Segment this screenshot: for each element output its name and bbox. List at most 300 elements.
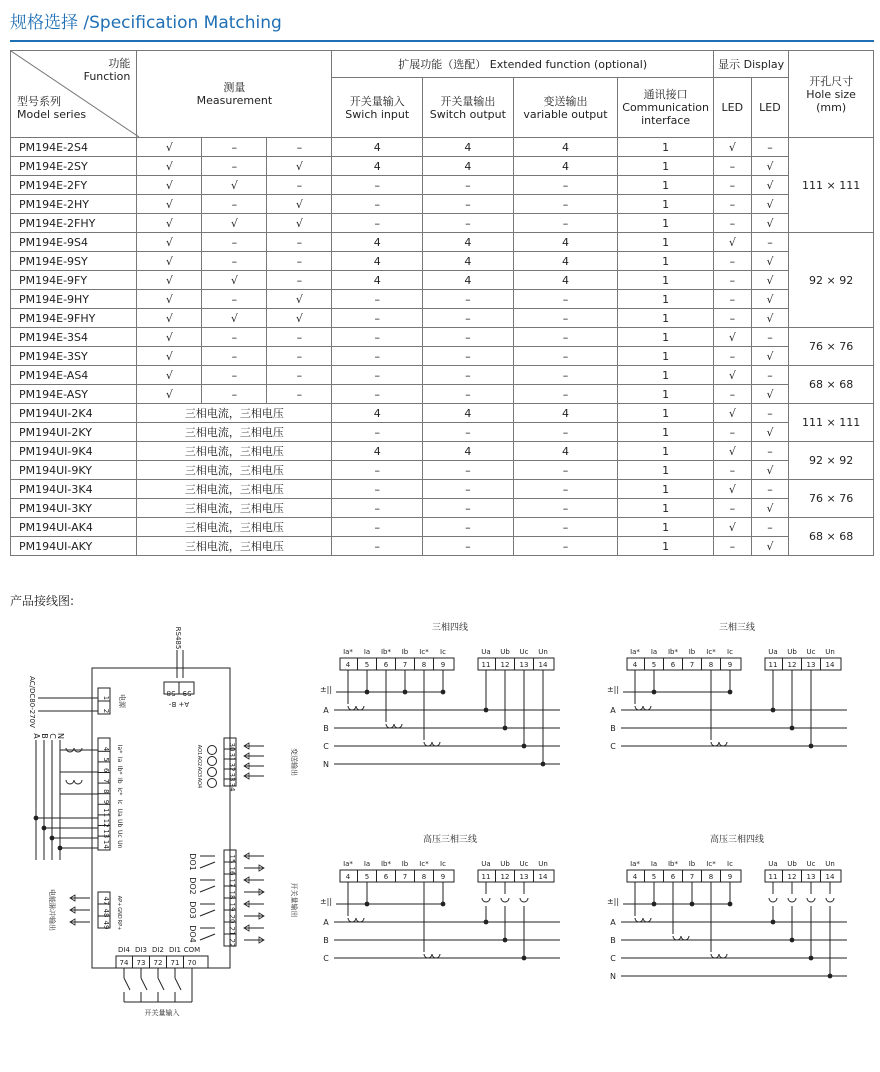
ground-symbol: ±|| xyxy=(319,685,333,694)
current-term: 5 xyxy=(651,661,657,669)
input-term: 14 xyxy=(102,839,110,849)
ct-coil xyxy=(348,706,364,710)
voltage-label: Uc xyxy=(519,860,529,868)
vo-cell: – xyxy=(513,461,618,480)
measurement-cell: 三相电流，三相电压 xyxy=(137,518,332,537)
so-cell: – xyxy=(423,366,514,385)
vo-cell: – xyxy=(513,290,618,309)
line-label: C xyxy=(48,733,57,739)
si-cell: – xyxy=(332,518,423,537)
table-row xyxy=(11,461,874,480)
model-cell: PM194UI-9K4 xyxy=(11,442,137,461)
d1-cell: – xyxy=(714,271,752,290)
measurement-cell: √ xyxy=(137,271,202,290)
di-name: DI2 xyxy=(152,946,164,954)
current-term: 6 xyxy=(670,661,676,669)
si-cell: – xyxy=(332,290,423,309)
do-contact xyxy=(200,910,215,916)
model-cell: PM194E-9SY xyxy=(11,252,137,271)
do-term: 21 xyxy=(228,926,236,936)
measurement-cell: √ xyxy=(202,214,267,233)
table-row xyxy=(11,176,874,195)
d1-cell: – xyxy=(714,537,752,556)
so-cell: 4 xyxy=(423,271,514,290)
voltage-label: Ub xyxy=(500,860,510,868)
line-label: B xyxy=(610,936,616,945)
header-hole-unit: (mm) xyxy=(816,100,847,114)
model-cell: PM194E-2FY xyxy=(11,176,137,195)
measurement-cell: √ xyxy=(202,309,267,328)
table-row xyxy=(11,233,874,252)
current-term: 6 xyxy=(383,873,389,881)
model-cell: PM194UI-9KY xyxy=(11,461,137,480)
d2-cell: √ xyxy=(751,252,789,271)
current-label: Ic xyxy=(727,648,733,656)
so-cell: – xyxy=(423,518,514,537)
junction-dot xyxy=(34,816,39,821)
measurement-cell: – xyxy=(202,233,267,252)
model-cell: PM194E-AS4 xyxy=(11,366,137,385)
current-label: Ia xyxy=(363,648,371,656)
so-cell: 4 xyxy=(423,157,514,176)
header-variable-output-cn: 变送输出 xyxy=(543,94,588,108)
ci-cell: 1 xyxy=(618,423,714,442)
do-contact xyxy=(200,862,215,868)
hole-size-cell: 76 × 76 xyxy=(789,328,874,366)
analog-sub: AO1 xyxy=(196,744,202,756)
table-row xyxy=(11,423,874,442)
model-cell: PM194UI-AK4 xyxy=(11,518,137,537)
si-cell: – xyxy=(332,480,423,499)
pt-coil xyxy=(807,898,815,902)
d2-cell: – xyxy=(751,518,789,537)
table-row xyxy=(11,385,874,404)
header-comm-en2: interface xyxy=(641,114,691,128)
line-label: B xyxy=(40,733,49,739)
voltage-term: 14 xyxy=(825,873,835,881)
current-label: Ia* xyxy=(630,648,640,656)
current-term: 9 xyxy=(440,661,446,669)
measurement-cell: √ xyxy=(137,233,202,252)
voltage-term: 13 xyxy=(806,873,816,881)
d1-cell: – xyxy=(714,499,752,518)
table-row xyxy=(11,404,874,423)
vo-cell: 4 xyxy=(513,252,618,271)
si-cell: – xyxy=(332,195,423,214)
current-term: 8 xyxy=(421,873,427,881)
current-label: Ia* xyxy=(343,860,353,868)
table-row xyxy=(11,138,874,157)
header-comm xyxy=(618,78,714,138)
measurement-cell: √ xyxy=(267,309,332,328)
input-label: Uc xyxy=(116,829,123,838)
measurement-cell: – xyxy=(267,328,332,347)
header-variable-output-en: variable output xyxy=(523,107,608,121)
analog-source xyxy=(208,768,217,777)
analog-term: 32 xyxy=(228,762,236,772)
si-cell: 4 xyxy=(332,404,423,423)
header-model-cn: 型号系列 xyxy=(17,95,61,108)
vo-cell: – xyxy=(513,385,618,404)
model-cell: PM194E-2S4 xyxy=(11,138,137,157)
measurement-cell: √ xyxy=(267,290,332,309)
current-label: Ib* xyxy=(380,648,392,656)
vo-cell: – xyxy=(513,423,618,442)
measurement-cell: – xyxy=(202,290,267,309)
measurement-cell: – xyxy=(267,366,332,385)
do-name: DO3 xyxy=(188,901,197,919)
current-term: 5 xyxy=(364,873,370,881)
voltage-label: Ua xyxy=(768,648,778,656)
voltage-label: Un xyxy=(825,648,835,656)
model-cell: PM194E-2FHY xyxy=(11,214,137,233)
do-term: 18 xyxy=(228,890,236,900)
ct-coil xyxy=(386,724,402,728)
si-cell: 4 xyxy=(332,442,423,461)
line-label: C xyxy=(323,954,329,963)
table-row xyxy=(11,252,874,271)
ci-cell: 1 xyxy=(618,176,714,195)
table-row xyxy=(11,214,874,233)
table-row xyxy=(11,347,874,366)
title-underline xyxy=(10,40,874,42)
voltage-term: 14 xyxy=(538,873,548,881)
header-comm-cn: 通讯接口 xyxy=(643,88,688,102)
input-label: Ia* xyxy=(116,744,123,754)
current-term: 9 xyxy=(440,873,446,881)
input-term: 12 xyxy=(102,818,110,828)
line-label: A xyxy=(610,918,616,927)
line-label: N xyxy=(56,733,65,739)
si-cell: 4 xyxy=(332,138,423,157)
do-term: 20 xyxy=(228,914,236,924)
model-cell: PM194E-9HY xyxy=(11,290,137,309)
header-extended-en: Extended function (optional) xyxy=(489,57,648,71)
voltage-label: Un xyxy=(538,648,548,656)
junction-dot xyxy=(50,836,55,841)
junction-dot xyxy=(441,690,446,695)
voltage-label: Ub xyxy=(787,648,797,656)
table-row xyxy=(11,518,874,537)
input-term: 4 xyxy=(102,746,110,752)
d1-cell: √ xyxy=(714,138,752,157)
input-label: Ib* xyxy=(116,765,123,775)
current-term: 4 xyxy=(345,661,351,669)
d2-cell: √ xyxy=(751,271,789,290)
diagram-title: 三相四线 xyxy=(431,623,469,633)
voltage-term: 13 xyxy=(519,661,529,669)
ci-cell: 1 xyxy=(618,480,714,499)
pulse-term: 48 xyxy=(102,908,110,918)
d1-cell: – xyxy=(714,347,752,366)
model-cell: PM194E-2HY xyxy=(11,195,137,214)
hole-size-cell: 68 × 68 xyxy=(789,518,874,556)
table-row xyxy=(11,537,874,556)
wiring-diagrams xyxy=(0,610,880,1060)
diagram-title: 三相三线 xyxy=(718,623,756,633)
do-term: 16 xyxy=(228,866,236,876)
current-term: 8 xyxy=(708,873,714,881)
analog-term: 30 xyxy=(228,742,236,752)
current-label: Ib xyxy=(688,860,696,868)
current-term: 7 xyxy=(402,873,408,881)
power-term: 1 xyxy=(102,695,110,701)
voltage-label: Un xyxy=(538,860,548,868)
current-label: Ib* xyxy=(667,648,679,656)
header-function-cn: 功能 xyxy=(108,57,131,70)
ci-cell: 1 xyxy=(618,271,714,290)
ct-coil xyxy=(673,936,689,940)
vo-cell: – xyxy=(513,366,618,385)
current-term: 5 xyxy=(651,873,657,881)
so-cell: – xyxy=(423,385,514,404)
d2-cell: √ xyxy=(751,347,789,366)
di-term: 72 xyxy=(153,959,163,967)
vo-cell: 4 xyxy=(513,157,618,176)
so-cell: – xyxy=(423,347,514,366)
current-label: Ia* xyxy=(343,648,353,656)
vo-cell: – xyxy=(513,195,618,214)
pulse-sub: GND xyxy=(116,907,122,919)
junction-dot xyxy=(541,762,546,767)
junction-dot xyxy=(728,690,733,695)
current-label: Ia xyxy=(363,860,371,868)
model-cell: PM194UI-2KY xyxy=(11,423,137,442)
junction-dot xyxy=(522,744,527,749)
header-measurement-en: Measurement xyxy=(196,94,273,107)
vo-cell: – xyxy=(513,328,618,347)
voltage-term: 12 xyxy=(787,873,797,881)
measurement-cell: – xyxy=(202,328,267,347)
ct-coil xyxy=(711,742,727,746)
line-label: A xyxy=(323,918,329,927)
ci-cell: 1 xyxy=(618,157,714,176)
do-term: 22 xyxy=(228,938,236,948)
measurement-cell: – xyxy=(267,138,332,157)
do-term: 19 xyxy=(228,902,236,912)
rs485-label: RS485 xyxy=(174,626,182,650)
so-cell: 4 xyxy=(423,252,514,271)
junction-dot xyxy=(484,920,489,925)
junction-dot xyxy=(441,902,446,907)
d1-cell: – xyxy=(714,214,752,233)
current-label: Ia* xyxy=(630,860,640,868)
analog-label: 变送输出 xyxy=(290,748,298,776)
di-term: 71 xyxy=(170,959,180,967)
ci-cell: 1 xyxy=(618,499,714,518)
ci-cell: 1 xyxy=(618,461,714,480)
input-term: 11 xyxy=(102,808,110,818)
so-cell: – xyxy=(423,176,514,195)
di-switch xyxy=(158,978,164,990)
measurement-cell: 三相电流，三相电压 xyxy=(137,461,332,480)
rs485-polarity: A+ B- xyxy=(168,700,190,708)
header-switch-output-en: Switch output xyxy=(429,107,506,121)
measurement-cell: – xyxy=(202,157,267,176)
current-term: 8 xyxy=(708,661,714,669)
d2-cell: √ xyxy=(751,423,789,442)
ct-coil xyxy=(635,918,651,922)
line-label: A xyxy=(32,733,41,739)
si-cell: – xyxy=(332,176,423,195)
si-cell: – xyxy=(332,423,423,442)
header-switch-output-cn: 开关量输出 xyxy=(440,94,496,108)
line-label: C xyxy=(610,954,616,963)
voltage-label: Ua xyxy=(481,648,491,656)
ci-cell: 1 xyxy=(618,233,714,252)
line-label: A xyxy=(610,706,616,715)
analog-source xyxy=(208,757,217,766)
current-label: Ic* xyxy=(706,648,716,656)
model-cell: PM194UI-AKY xyxy=(11,537,137,556)
current-term: 9 xyxy=(727,661,733,669)
measurement-cell: – xyxy=(267,347,332,366)
junction-dot xyxy=(809,956,814,961)
voltage-label: Uc xyxy=(806,860,816,868)
measurement-cell: – xyxy=(202,366,267,385)
model-cell: PM194E-9FY xyxy=(11,271,137,290)
header-switch-output xyxy=(423,78,514,138)
ci-cell: 1 xyxy=(618,138,714,157)
vo-cell: – xyxy=(513,518,618,537)
measurement-cell: 三相电流，三相电压 xyxy=(137,499,332,518)
header-led-2: LED xyxy=(751,78,789,138)
vo-cell: 4 xyxy=(513,233,618,252)
junction-dot xyxy=(809,744,814,749)
vo-cell: – xyxy=(513,176,618,195)
d1-cell: √ xyxy=(714,366,752,385)
measurement-cell: – xyxy=(267,385,332,404)
measurement-cell: √ xyxy=(137,176,202,195)
table-row xyxy=(11,195,874,214)
model-cell: PM194E-9S4 xyxy=(11,233,137,252)
pulse-term: 49 xyxy=(102,920,110,930)
voltage-term: 13 xyxy=(806,661,816,669)
table-row xyxy=(11,328,874,347)
pulse-label: 电能脉冲输出 xyxy=(48,889,56,931)
so-cell: – xyxy=(423,480,514,499)
header-hole-en: Hole size xyxy=(806,87,856,101)
d2-cell: – xyxy=(751,404,789,423)
measurement-cell: √ xyxy=(267,195,332,214)
d1-cell: √ xyxy=(714,233,752,252)
hole-size-cell: 68 × 68 xyxy=(789,366,874,404)
wiring-diagram-hv3p3w xyxy=(320,833,560,963)
d2-cell: √ xyxy=(751,499,789,518)
measurement-cell: √ xyxy=(137,290,202,309)
ci-cell: 1 xyxy=(618,404,714,423)
di-switch xyxy=(175,978,181,990)
header-switch-input-en: Swich input xyxy=(345,107,410,121)
analog-source xyxy=(208,779,217,788)
d2-cell: – xyxy=(751,233,789,252)
model-cell: PM194E-3SY xyxy=(11,347,137,366)
junction-dot xyxy=(790,726,795,731)
d1-cell: √ xyxy=(714,442,752,461)
page-title: 规格选择 /Specification Matching xyxy=(10,13,282,33)
current-label: Ib xyxy=(688,648,696,656)
si-cell: – xyxy=(332,537,423,556)
wiring-diagram-3p3w xyxy=(607,621,847,751)
di-name: DI3 xyxy=(135,946,147,954)
hole-size-cell: 76 × 76 xyxy=(789,480,874,518)
voltage-term: 11 xyxy=(768,661,778,669)
voltage-label: Ub xyxy=(500,648,510,656)
current-term: 4 xyxy=(632,661,638,669)
measurement-cell: √ xyxy=(202,271,267,290)
di-switch xyxy=(141,978,147,990)
d1-cell: √ xyxy=(714,328,752,347)
current-label: Ia xyxy=(650,648,658,656)
ct-coil xyxy=(424,742,440,746)
input-label: Ia xyxy=(116,756,123,763)
pt-coil xyxy=(501,898,509,902)
measurement-cell: √ xyxy=(137,347,202,366)
ct-coil xyxy=(424,954,440,958)
voltage-term: 14 xyxy=(825,661,835,669)
measurement-cell: √ xyxy=(137,385,202,404)
header-extended-cn: 扩展功能（选配） xyxy=(398,57,487,71)
do-name: DO4 xyxy=(188,925,197,943)
measurement-cell: 三相电流，三相电压 xyxy=(137,442,332,461)
do-term: 15 xyxy=(228,854,236,864)
junction-dot xyxy=(828,974,833,979)
junction-dot xyxy=(771,920,776,925)
voltage-term: 11 xyxy=(481,661,491,669)
current-term: 6 xyxy=(383,661,389,669)
diagram-title: 高压三相三线 xyxy=(422,835,478,845)
current-label: Ic* xyxy=(706,860,716,868)
d2-cell: √ xyxy=(751,385,789,404)
pt-coil xyxy=(826,898,834,902)
voltage-label: Un xyxy=(825,860,835,868)
line-label: A xyxy=(323,706,329,715)
measurement-cell: 三相电流，三相电压 xyxy=(137,480,332,499)
d2-cell: √ xyxy=(751,176,789,195)
d1-cell: √ xyxy=(714,404,752,423)
do-term: 17 xyxy=(228,878,236,888)
di-name: DI4 xyxy=(118,946,130,954)
model-cell: PM194E-ASY xyxy=(11,385,137,404)
junction-dot xyxy=(728,902,733,907)
input-label: Ub xyxy=(116,819,123,828)
device-diagram xyxy=(28,627,299,1017)
si-cell: – xyxy=(332,385,423,404)
si-cell: 4 xyxy=(332,157,423,176)
model-cell: PM194UI-3KY xyxy=(11,499,137,518)
current-label: Ib* xyxy=(380,860,392,868)
header-comm-en1: Communication xyxy=(622,101,709,115)
si-cell: – xyxy=(332,347,423,366)
analog-source xyxy=(208,746,217,755)
d2-cell: √ xyxy=(751,537,789,556)
model-cell: PM194UI-3K4 xyxy=(11,480,137,499)
vo-cell: – xyxy=(513,499,618,518)
voltage-label: Uc xyxy=(806,648,816,656)
d2-cell: √ xyxy=(751,214,789,233)
do-label: 开关量输出 xyxy=(290,882,298,918)
d1-cell: – xyxy=(714,195,752,214)
junction-dot xyxy=(42,826,47,831)
measurement-cell: – xyxy=(267,233,332,252)
ci-cell: 1 xyxy=(618,328,714,347)
voltage-term: 11 xyxy=(481,873,491,881)
current-label: Ic* xyxy=(419,648,429,656)
di-name: COM xyxy=(183,946,201,954)
measurement-cell: √ xyxy=(137,157,202,176)
junction-dot xyxy=(58,846,63,851)
pt-coil xyxy=(520,898,528,902)
